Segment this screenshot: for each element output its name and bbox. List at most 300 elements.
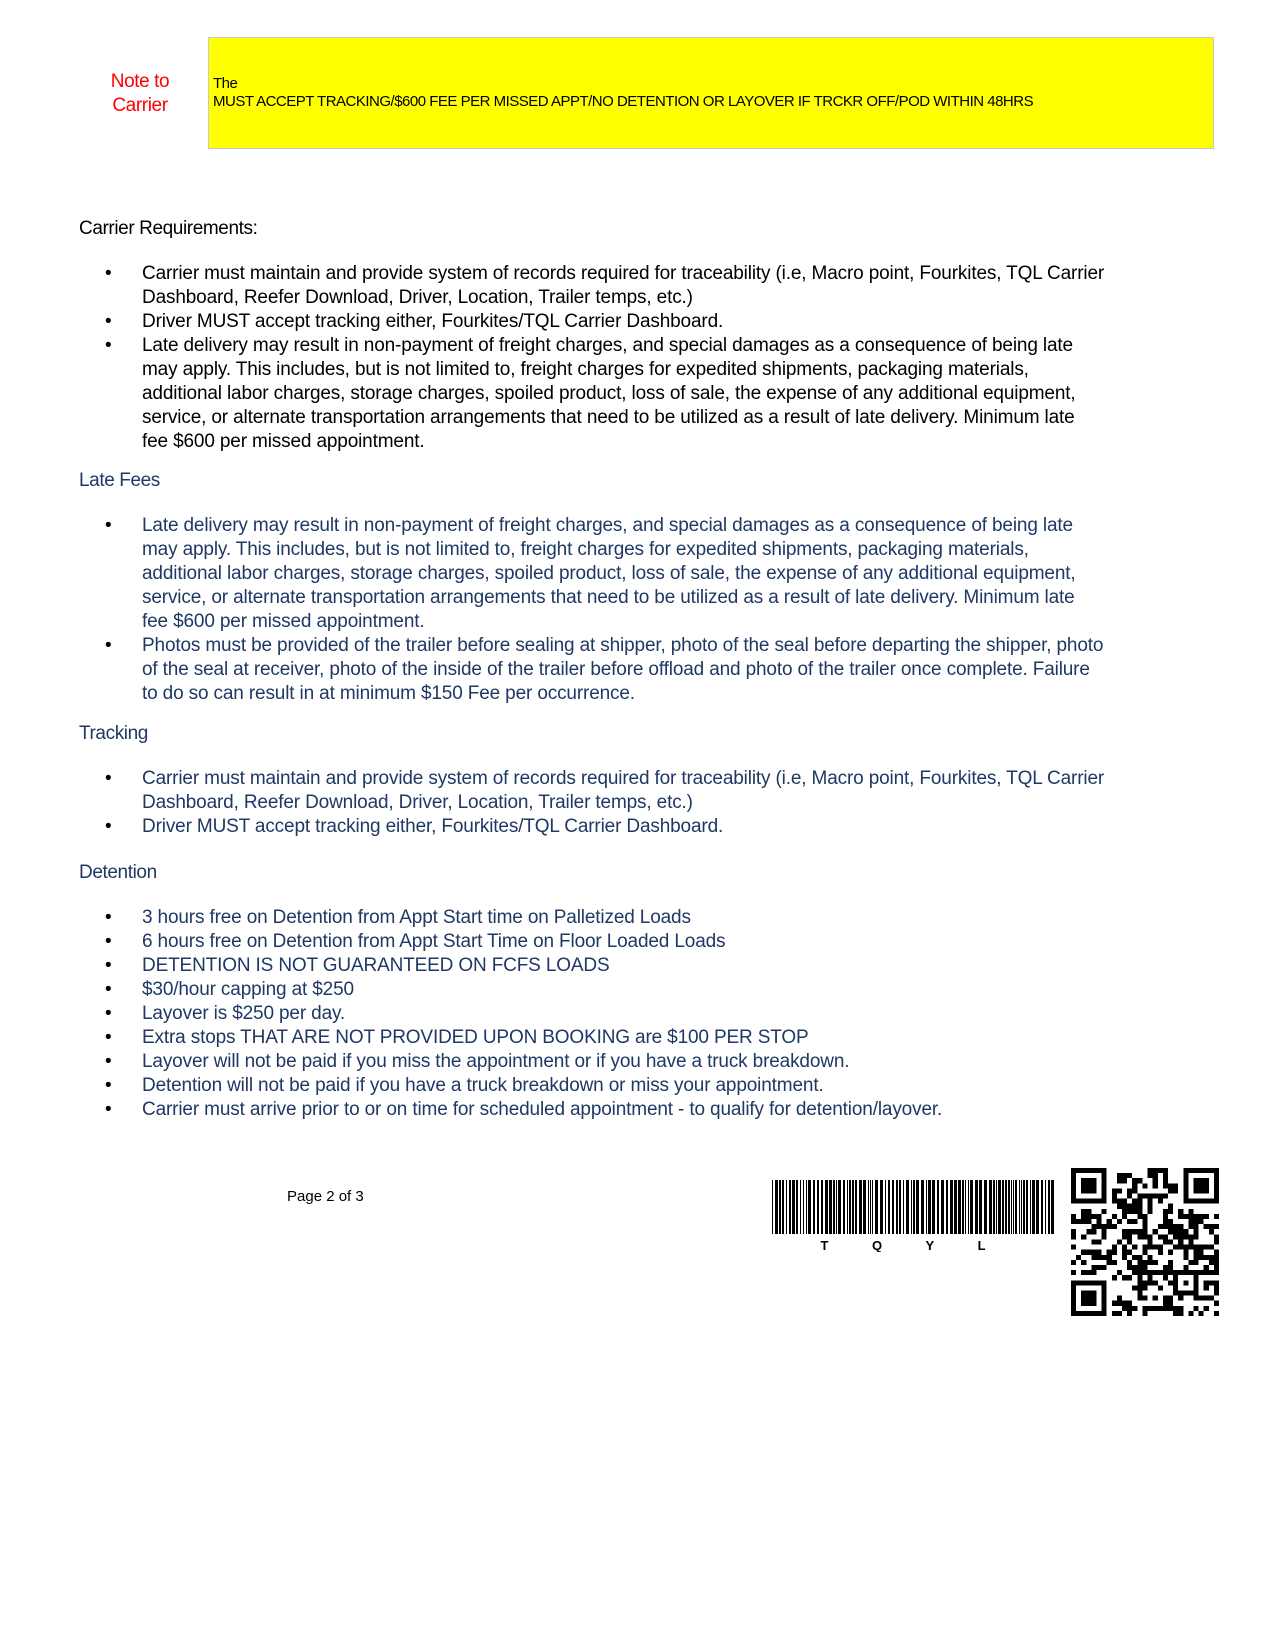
- qr-module: [1142, 1245, 1147, 1250]
- qr-module: [1081, 1250, 1086, 1255]
- qr-module: [1214, 1270, 1219, 1275]
- qr-module: [1142, 1260, 1147, 1265]
- qr-module: [1148, 1234, 1153, 1239]
- qr-module: [1199, 1168, 1204, 1173]
- qr-module: [1127, 1301, 1132, 1306]
- qr-module: [1173, 1229, 1178, 1234]
- qr-module: [1081, 1178, 1086, 1183]
- qr-module: [1153, 1178, 1158, 1183]
- qr-module: [1122, 1301, 1127, 1306]
- qr-module: [1132, 1204, 1137, 1209]
- qr-module: [1199, 1270, 1204, 1275]
- qr-module: [1163, 1301, 1168, 1306]
- qr-module: [1137, 1265, 1142, 1270]
- qr-module: [1142, 1296, 1147, 1301]
- qr-module: [1214, 1178, 1219, 1183]
- qr-module: [1193, 1245, 1198, 1250]
- qr-module: [1214, 1173, 1219, 1178]
- qr-module: [1173, 1188, 1178, 1193]
- qr-module: [1199, 1178, 1204, 1183]
- barcode-bar: [998, 1180, 1001, 1234]
- qr-module: [1142, 1214, 1147, 1219]
- barcode-bar: [872, 1180, 873, 1234]
- qr-module: [1168, 1188, 1173, 1193]
- qr-module: [1168, 1301, 1173, 1306]
- qr-module: [1091, 1250, 1096, 1255]
- list-item: [105, 906, 1105, 930]
- qr-module: [1086, 1168, 1091, 1173]
- qr-module: [1097, 1239, 1102, 1244]
- qr-module: [1127, 1239, 1132, 1244]
- qr-module: [1071, 1260, 1076, 1265]
- qr-module: [1193, 1229, 1198, 1234]
- qr-module: [1158, 1250, 1163, 1255]
- qr-module: [1163, 1275, 1168, 1280]
- qr-module: [1107, 1224, 1112, 1229]
- qr-module: [1091, 1265, 1096, 1270]
- bullet-glyph: •: [105, 335, 112, 356]
- qr-module: [1142, 1285, 1147, 1290]
- late-fees-heading: Late Fees: [79, 470, 160, 491]
- list-item: [105, 954, 1105, 978]
- qr-module: [1168, 1183, 1173, 1188]
- qr-module: [1076, 1199, 1081, 1204]
- qr-module: [1086, 1280, 1091, 1285]
- qr-module: [1086, 1296, 1091, 1301]
- qr-module: [1102, 1290, 1107, 1295]
- qr-module: [1178, 1290, 1183, 1295]
- qr-module: [1183, 1168, 1188, 1173]
- qr-module: [1107, 1219, 1112, 1224]
- qr-module: [1137, 1214, 1142, 1219]
- qr-module: [1158, 1199, 1163, 1204]
- qr-module: [1204, 1183, 1209, 1188]
- qr-module: [1117, 1204, 1122, 1209]
- list-item-text: Carrier must arrive prior to or on time for scheduled appointment - to qualify for detention/layover.: [142, 1099, 943, 1120]
- qr-module: [1168, 1265, 1173, 1270]
- bullet-glyph: •: [105, 635, 112, 656]
- barcode-bar: [1021, 1180, 1022, 1234]
- qr-module: [1102, 1168, 1107, 1173]
- barcode-bar: [1051, 1180, 1054, 1234]
- qr-module: [1127, 1173, 1132, 1178]
- qr-module: [1193, 1306, 1198, 1311]
- qr-module: [1204, 1214, 1209, 1219]
- list-item: [105, 1026, 1105, 1050]
- qr-module: [1102, 1234, 1107, 1239]
- qr-module: [1183, 1229, 1188, 1234]
- qr-module: [1091, 1199, 1096, 1204]
- qr-module: [1091, 1224, 1096, 1229]
- barcode-bar: [989, 1180, 992, 1234]
- qr-module: [1204, 1280, 1209, 1285]
- qr-module: [1071, 1290, 1076, 1295]
- qr-module: [1173, 1224, 1178, 1229]
- qr-module: [1112, 1301, 1117, 1306]
- qr-module: [1204, 1306, 1209, 1311]
- bullet-glyph: •: [105, 931, 112, 952]
- qr-module: [1209, 1260, 1214, 1265]
- qr-module: [1122, 1229, 1127, 1234]
- barcode-bar: [817, 1180, 819, 1234]
- bullet-glyph: •: [105, 1075, 112, 1096]
- bullet-glyph: •: [105, 907, 112, 928]
- qr-module: [1183, 1183, 1188, 1188]
- list-item: [105, 1050, 1105, 1074]
- qr-module: [1193, 1255, 1198, 1260]
- bullet-glyph: •: [105, 1027, 112, 1048]
- qr-module: [1071, 1280, 1076, 1285]
- barcode-bar: [965, 1180, 966, 1234]
- barcode-bar: [775, 1180, 778, 1234]
- qr-module: [1214, 1285, 1219, 1290]
- barcode-bar: [1030, 1180, 1031, 1234]
- qr-module: [1102, 1301, 1107, 1306]
- qr-module: [1091, 1183, 1096, 1188]
- qr-module: [1199, 1311, 1204, 1316]
- qr-module: [1193, 1280, 1198, 1285]
- bullet-glyph: •: [105, 979, 112, 1000]
- qr-module: [1199, 1214, 1204, 1219]
- qr-module: [1158, 1306, 1163, 1311]
- qr-module: [1168, 1296, 1173, 1301]
- qr-module: [1097, 1265, 1102, 1270]
- list-item: [105, 262, 1105, 310]
- qr-module: [1199, 1188, 1204, 1193]
- qr-module: [1173, 1183, 1178, 1188]
- qr-module: [1214, 1234, 1219, 1239]
- qr-module: [1168, 1250, 1173, 1255]
- qr-module: [1127, 1234, 1132, 1239]
- qr-module: [1168, 1219, 1173, 1224]
- qr-module: [1137, 1209, 1142, 1214]
- qr-module: [1204, 1296, 1209, 1301]
- qr-module: [1112, 1188, 1117, 1193]
- qr-module: [1137, 1199, 1142, 1204]
- qr-module: [1117, 1311, 1122, 1316]
- barcode-bar: [968, 1180, 969, 1234]
- qr-module: [1199, 1250, 1204, 1255]
- bullet-glyph: •: [105, 263, 112, 284]
- qr-module: [1086, 1250, 1091, 1255]
- qr-module: [1071, 1234, 1076, 1239]
- qr-module: [1137, 1260, 1142, 1265]
- qr-module: [1142, 1250, 1147, 1255]
- qr-module: [1158, 1234, 1163, 1239]
- qr-module: [1132, 1183, 1137, 1188]
- barcode-bar: [1015, 1180, 1017, 1234]
- note-label-line1: Note to: [110, 71, 170, 92]
- qr-module: [1188, 1245, 1193, 1250]
- qr-module: [1193, 1234, 1198, 1239]
- qr-module: [1209, 1280, 1214, 1285]
- qr-module: [1142, 1265, 1147, 1270]
- qr-module: [1112, 1194, 1117, 1199]
- qr-module: [1112, 1250, 1117, 1255]
- qr-module: [1193, 1214, 1198, 1219]
- qr-module: [1097, 1250, 1102, 1255]
- qr-code: [1071, 1168, 1219, 1316]
- qr-module: [1081, 1214, 1086, 1219]
- barcode-bar: [993, 1180, 995, 1234]
- qr-module: [1127, 1311, 1132, 1316]
- qr-module: [1199, 1219, 1204, 1224]
- barcode-bar: [899, 1180, 901, 1234]
- qr-module: [1153, 1168, 1158, 1173]
- qr-module: [1137, 1234, 1142, 1239]
- qr-module: [1153, 1173, 1158, 1178]
- qr-module: [1158, 1194, 1163, 1199]
- qr-module: [1091, 1168, 1096, 1173]
- qr-module: [1178, 1239, 1183, 1244]
- qr-module: [1209, 1199, 1214, 1204]
- qr-module: [1209, 1270, 1214, 1275]
- qr-module: [1158, 1245, 1163, 1250]
- qr-module: [1204, 1255, 1209, 1260]
- qr-module: [1173, 1285, 1178, 1290]
- qr-module: [1086, 1290, 1091, 1295]
- qr-module: [1137, 1204, 1142, 1209]
- qr-module: [1071, 1311, 1076, 1316]
- barcode-bar: [979, 1180, 982, 1234]
- barcode-bar: [1026, 1180, 1028, 1234]
- qr-module: [1127, 1194, 1132, 1199]
- qr-module: [1214, 1301, 1219, 1306]
- qr-module: [1214, 1183, 1219, 1188]
- qr-module: [1137, 1194, 1142, 1199]
- qr-module: [1204, 1285, 1209, 1290]
- qr-module: [1097, 1311, 1102, 1316]
- qr-module: [1132, 1219, 1137, 1224]
- barcode-bar: [932, 1180, 935, 1234]
- barcode-bar: [796, 1180, 798, 1234]
- qr-module: [1209, 1229, 1214, 1234]
- barcode-bar: [859, 1180, 862, 1234]
- qr-module: [1183, 1173, 1188, 1178]
- list-item-text: 6 hours free on Detention from Appt Start Time on Floor Loaded Loads: [142, 931, 726, 952]
- qr-module: [1091, 1280, 1096, 1285]
- qr-module: [1153, 1245, 1158, 1250]
- qr-module: [1163, 1219, 1168, 1224]
- qr-module: [1102, 1183, 1107, 1188]
- barcode-bar: [1008, 1180, 1010, 1234]
- qr-module: [1209, 1255, 1214, 1260]
- qr-module: [1204, 1178, 1209, 1183]
- qr-module: [1168, 1209, 1173, 1214]
- barcode-bar: [921, 1180, 924, 1234]
- barcode-bar: [926, 1180, 927, 1234]
- qr-module: [1163, 1224, 1168, 1229]
- qr-module: [1163, 1209, 1168, 1214]
- qr-module: [1204, 1245, 1209, 1250]
- qr-module: [1127, 1306, 1132, 1311]
- qr-module: [1081, 1219, 1086, 1224]
- list-item: [105, 815, 1105, 839]
- qr-module: [1117, 1188, 1122, 1193]
- qr-module: [1127, 1260, 1132, 1265]
- qr-module: [1122, 1255, 1127, 1260]
- qr-module: [1173, 1311, 1178, 1316]
- qr-module: [1137, 1280, 1142, 1285]
- barcode-bar: [996, 1180, 997, 1234]
- list-item: [105, 1098, 1105, 1122]
- qr-module: [1137, 1270, 1142, 1275]
- barcode-bar: [1013, 1180, 1014, 1234]
- qr-module: [1086, 1219, 1091, 1224]
- note-text-line2: MUST ACCEPT TRACKING/$600 FEE PER MISSED APPT/NO DETENTION OR LAYOVER IF TRCKR OFF/POD WITHIN 48HRS: [213, 93, 1034, 110]
- barcode-bar: [829, 1180, 832, 1234]
- qr-module: [1132, 1245, 1137, 1250]
- qr-module: [1137, 1296, 1142, 1301]
- qr-module: [1148, 1260, 1153, 1265]
- barcode-bar: [975, 1180, 978, 1234]
- qr-module: [1214, 1194, 1219, 1199]
- qr-module: [1158, 1270, 1163, 1275]
- qr-module: [1137, 1178, 1142, 1183]
- qr-module: [1117, 1219, 1122, 1224]
- qr-module: [1183, 1199, 1188, 1204]
- qr-module: [1183, 1194, 1188, 1199]
- qr-module: [1091, 1290, 1096, 1295]
- qr-module: [1071, 1296, 1076, 1301]
- list-item: [105, 930, 1105, 954]
- barcode-bar: [1045, 1180, 1046, 1234]
- qr-module: [1188, 1234, 1193, 1239]
- qr-module: [1214, 1250, 1219, 1255]
- barcode-bar: [838, 1180, 841, 1234]
- qr-module: [1107, 1260, 1112, 1265]
- qr-module: [1158, 1224, 1163, 1229]
- qr-module: [1163, 1239, 1168, 1244]
- qr-module: [1183, 1280, 1188, 1285]
- barcode-bar: [911, 1180, 912, 1234]
- qr-module: [1086, 1270, 1091, 1275]
- qr-module: [1071, 1199, 1076, 1204]
- barcode-bar: [970, 1180, 973, 1234]
- qr-module: [1097, 1199, 1102, 1204]
- qr-module: [1168, 1224, 1173, 1229]
- barcode-bar: [1011, 1180, 1012, 1234]
- qr-module: [1148, 1245, 1153, 1250]
- qr-module: [1193, 1188, 1198, 1193]
- bullet-glyph: •: [105, 515, 112, 536]
- note-to-carrier-box: [208, 37, 1214, 149]
- qr-module: [1102, 1280, 1107, 1285]
- qr-module: [1188, 1219, 1193, 1224]
- qr-module: [1188, 1290, 1193, 1295]
- qr-module: [1183, 1265, 1188, 1270]
- qr-module: [1132, 1178, 1137, 1183]
- qr-module: [1117, 1301, 1122, 1306]
- qr-module: [1122, 1204, 1127, 1209]
- qr-module: [1107, 1255, 1112, 1260]
- qr-module: [1091, 1311, 1096, 1316]
- qr-module: [1148, 1168, 1153, 1173]
- qr-module: [1204, 1265, 1209, 1270]
- qr-module: [1163, 1234, 1168, 1239]
- list-item: [105, 634, 1105, 706]
- note-label-line2: Carrier: [112, 95, 168, 116]
- qr-module: [1168, 1260, 1173, 1265]
- barcode-bar: [946, 1180, 948, 1234]
- qr-module: [1204, 1188, 1209, 1193]
- qr-module: [1122, 1275, 1127, 1280]
- list-item-text: Late delivery may result in non-payment of freight charges, and special damages as a consequence of being late may apply. This includes, but is not limited to, freight charges for expedited shipments, packaging materials, additional labor charges, storage charges, spoiled product, loss of sale, the expense of any additional equipment, service, or alternate transportation arrangements that need to be utilized as a result of late delivery. Minimum late fee $600 per missed appointment.: [142, 515, 1076, 632]
- qr-module: [1137, 1229, 1142, 1234]
- qr-module: [1081, 1234, 1086, 1239]
- qr-module: [1173, 1245, 1178, 1250]
- qr-module: [1132, 1188, 1137, 1193]
- qr-module: [1091, 1178, 1096, 1183]
- qr-module: [1122, 1178, 1127, 1183]
- qr-module: [1132, 1285, 1137, 1290]
- qr-module: [1071, 1183, 1076, 1188]
- qr-module: [1071, 1270, 1076, 1275]
- qr-module: [1081, 1280, 1086, 1285]
- qr-module: [1178, 1214, 1183, 1219]
- qr-module: [1193, 1178, 1198, 1183]
- qr-module: [1137, 1255, 1142, 1260]
- list-item-text: Detention will not be paid if you have a truck breakdown or miss your appointment.: [142, 1075, 824, 1096]
- list-item: [105, 514, 1105, 634]
- qr-module: [1158, 1285, 1163, 1290]
- barcode-bar: [855, 1180, 857, 1234]
- qr-module: [1148, 1270, 1153, 1275]
- qr-module: [1163, 1296, 1168, 1301]
- qr-module: [1163, 1183, 1168, 1188]
- qr-module: [1153, 1194, 1158, 1199]
- bullet-glyph: •: [105, 311, 112, 332]
- qr-module: [1102, 1188, 1107, 1193]
- qr-module: [1209, 1224, 1214, 1229]
- list-item: [105, 1002, 1105, 1026]
- qr-module: [1071, 1178, 1076, 1183]
- qr-module: [1122, 1214, 1127, 1219]
- qr-module: [1183, 1188, 1188, 1193]
- qr-module: [1214, 1188, 1219, 1193]
- qr-module: [1163, 1168, 1168, 1173]
- qr-module: [1081, 1260, 1086, 1265]
- qr-module: [1112, 1245, 1117, 1250]
- qr-module: [1168, 1239, 1173, 1244]
- list-item: [105, 1074, 1105, 1098]
- qr-module: [1091, 1301, 1096, 1306]
- qr-module: [1071, 1194, 1076, 1199]
- barcode-bar: [937, 1180, 939, 1234]
- qr-module: [1178, 1209, 1183, 1214]
- qr-module: [1086, 1301, 1091, 1306]
- bullet-glyph: •: [105, 768, 112, 789]
- qr-module: [1081, 1188, 1086, 1193]
- qr-module: [1193, 1296, 1198, 1301]
- qr-module: [1071, 1306, 1076, 1311]
- qr-module: [1112, 1199, 1117, 1204]
- qr-module: [1183, 1270, 1188, 1275]
- qr-module: [1188, 1199, 1193, 1204]
- qr-module: [1102, 1224, 1107, 1229]
- bullet-glyph: •: [105, 1003, 112, 1024]
- qr-module: [1107, 1250, 1112, 1255]
- qr-module: [1188, 1224, 1193, 1229]
- bullet-glyph: •: [105, 955, 112, 976]
- qr-module: [1112, 1311, 1117, 1316]
- qr-module: [1127, 1204, 1132, 1209]
- qr-module: [1148, 1199, 1153, 1204]
- qr-module: [1091, 1255, 1096, 1260]
- barcode-bar: [772, 1180, 773, 1234]
- qr-module: [1102, 1199, 1107, 1204]
- qr-module: [1117, 1178, 1122, 1183]
